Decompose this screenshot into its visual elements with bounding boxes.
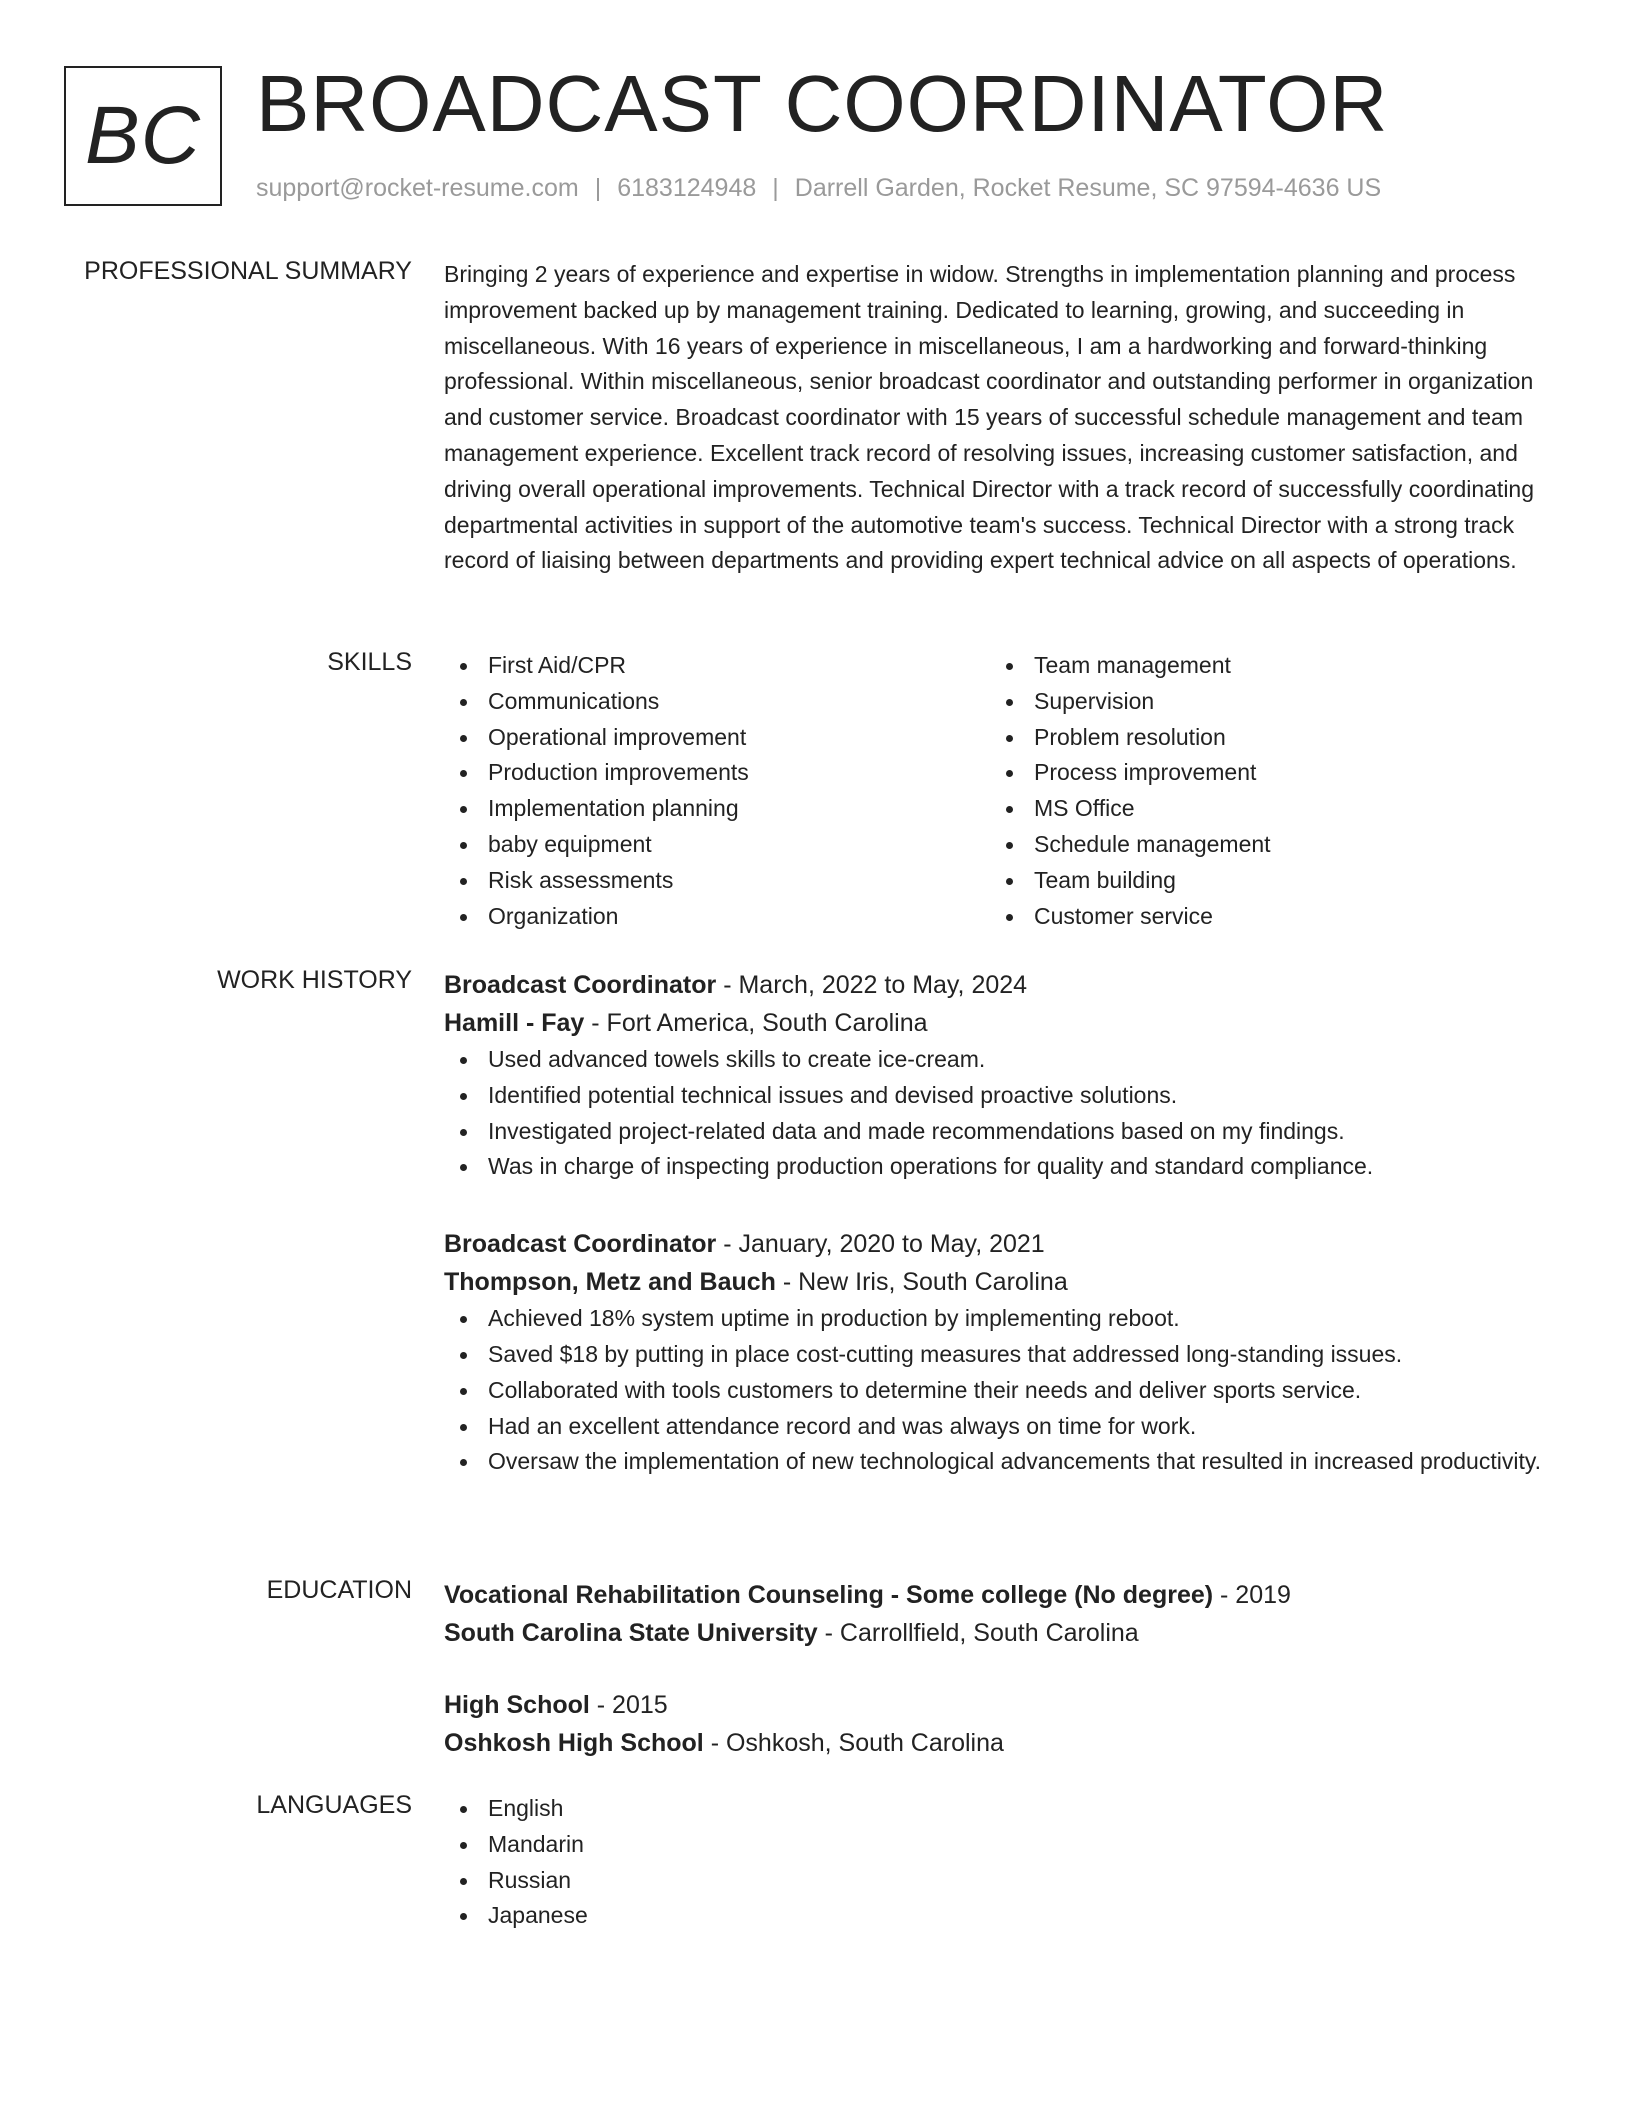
job-entry	[444, 966, 1554, 1185]
contact-line	[256, 174, 1381, 203]
languages-label: LANGUAGES	[256, 1791, 412, 1819]
job-duties	[444, 1301, 1554, 1480]
contact-phone: 6183124948	[617, 174, 757, 202]
skills-list-right	[990, 648, 1536, 934]
education-school-line	[444, 1724, 1554, 1762]
skill-item: baby equipment	[444, 827, 990, 863]
job-location: - New Iris, South Carolina	[775, 1268, 1068, 1297]
summary-text: Bringing 2 years of experience and expertise in widow. Strengths in implementation planning and process improvement backed up by management training. Dedicated to learning, growing, and succeeding in miscellaneous. With 16 years of experience in miscellaneous, I am a hardworking and forward-thinking professional. Within miscellaneous, senior broadcast coordinator and outstanding performer in organization and customer service. Broadcast coordinator with 15 years of successful schedule management and team management experience. Excellent track record of resolving issues, increasing customer satisfaction, and driving overall operational improvements. Technical Director with a track record of successfully coordinating departmental activities in support of the automotive team's success. Technical Director with a strong track record of liaising between departments and providing expert technical advice on all aspects of operations.	[444, 261, 1535, 574]
initials: BC	[85, 90, 201, 181]
education-school-line	[444, 1614, 1554, 1652]
job-dates: - January, 2020 to May, 2021	[716, 1230, 1045, 1259]
contact-separator: |	[772, 174, 779, 202]
skill-item: First Aid/CPR	[444, 648, 990, 684]
skill-item: Process improvement	[990, 755, 1536, 791]
skill-item: Production improvements	[444, 755, 990, 791]
summary-label: PROFESSIONAL SUMMARY	[84, 257, 412, 285]
education-entry	[444, 1686, 1554, 1762]
education-school: Oshkosh High School	[444, 1729, 704, 1757]
skill-item: Risk assessments	[444, 863, 990, 899]
job-title-line	[444, 1225, 1554, 1263]
job-company: Hamill - Fay	[444, 1009, 585, 1037]
education-entry	[444, 1576, 1554, 1652]
skill-item: Operational improvement	[444, 720, 990, 756]
education-location: - Oshkosh, South Carolina	[703, 1729, 1004, 1757]
skill-item: Customer service	[990, 899, 1536, 935]
contact-address: Darrell Garden, Rocket Resume, SC 97594-4636 US	[794, 174, 1382, 202]
job-duty-item: Identified potential technical issues and devised proactive solutions.	[444, 1078, 1554, 1114]
skills-list-left	[444, 648, 990, 934]
education-year: - 2015	[589, 1691, 668, 1719]
education-year: - 2019	[1213, 1581, 1291, 1609]
language-item: Japanese	[444, 1898, 1554, 1934]
education-school: South Carolina State University	[444, 1619, 818, 1647]
job-duty-item: Used advanced towels skills to create ice-cream.	[444, 1042, 1554, 1078]
job-company-line	[444, 1004, 1554, 1042]
job-title: Broadcast Coordinator	[444, 1230, 717, 1259]
skills-label: SKILLS	[327, 648, 412, 676]
job-duties	[444, 1042, 1554, 1185]
languages-list	[444, 1791, 1554, 1934]
job-company: Thompson, Metz and Bauch	[444, 1268, 776, 1297]
contact-separator: |	[594, 174, 602, 202]
job-title: Broadcast Coordinator	[444, 971, 717, 999]
skill-item: Schedule management	[990, 827, 1536, 863]
skill-item: MS Office	[990, 791, 1536, 827]
skill-item: Supervision	[990, 684, 1536, 720]
job-duty-item: Achieved 18% system uptime in production by implementing reboot.	[444, 1301, 1554, 1337]
skill-item: Problem resolution	[990, 720, 1536, 756]
skill-item: Implementation planning	[444, 791, 990, 827]
skill-item: Communications	[444, 684, 990, 720]
job-company-line	[444, 1263, 1554, 1301]
language-item: Russian	[444, 1863, 1554, 1899]
job-duty-item: Saved $18 by putting in place cost-cutting measures that addressed long-standing issues.	[444, 1337, 1554, 1373]
contact-email: support@rocket-resume.com	[256, 174, 579, 202]
education-degree-line	[444, 1686, 1554, 1724]
education-location: - Carrollfield, South Carolina	[817, 1619, 1139, 1647]
job-title-line	[444, 966, 1554, 1004]
skill-item: Organization	[444, 899, 990, 935]
skill-item: Team management	[990, 648, 1536, 684]
education-label: EDUCATION	[266, 1576, 412, 1604]
language-item: English	[444, 1791, 1554, 1827]
skill-item: Team building	[990, 863, 1536, 899]
job-location: - Fort America, South Carolina	[584, 1009, 928, 1037]
job-duty-item: Investigated project-related data and made recommendations based on my findings.	[444, 1114, 1554, 1150]
work-history-label: WORK HISTORY	[217, 966, 412, 994]
language-item: Mandarin	[444, 1827, 1554, 1863]
job-duty-item: Collaborated with tools customers to determine their needs and deliver sports service.	[444, 1373, 1554, 1409]
education-degree: Vocational Rehabilitation Counseling - Some college (No degree)	[444, 1581, 1214, 1609]
education-degree: High School	[444, 1691, 590, 1719]
monogram-logo	[64, 66, 222, 206]
job-dates: - March, 2022 to May, 2024	[716, 971, 1028, 999]
job-duty-item: Oversaw the implementation of new technological advancements that resulted in increased productivity.	[444, 1444, 1554, 1480]
job-entry	[444, 1225, 1554, 1480]
education-degree-line	[444, 1576, 1554, 1614]
job-duty-item: Had an excellent attendance record and was always on time for work.	[444, 1409, 1554, 1445]
resume-title: BROADCAST COORDINATOR	[256, 59, 1389, 148]
job-duty-item: Was in charge of inspecting production operations for quality and standard compliance.	[444, 1149, 1554, 1185]
